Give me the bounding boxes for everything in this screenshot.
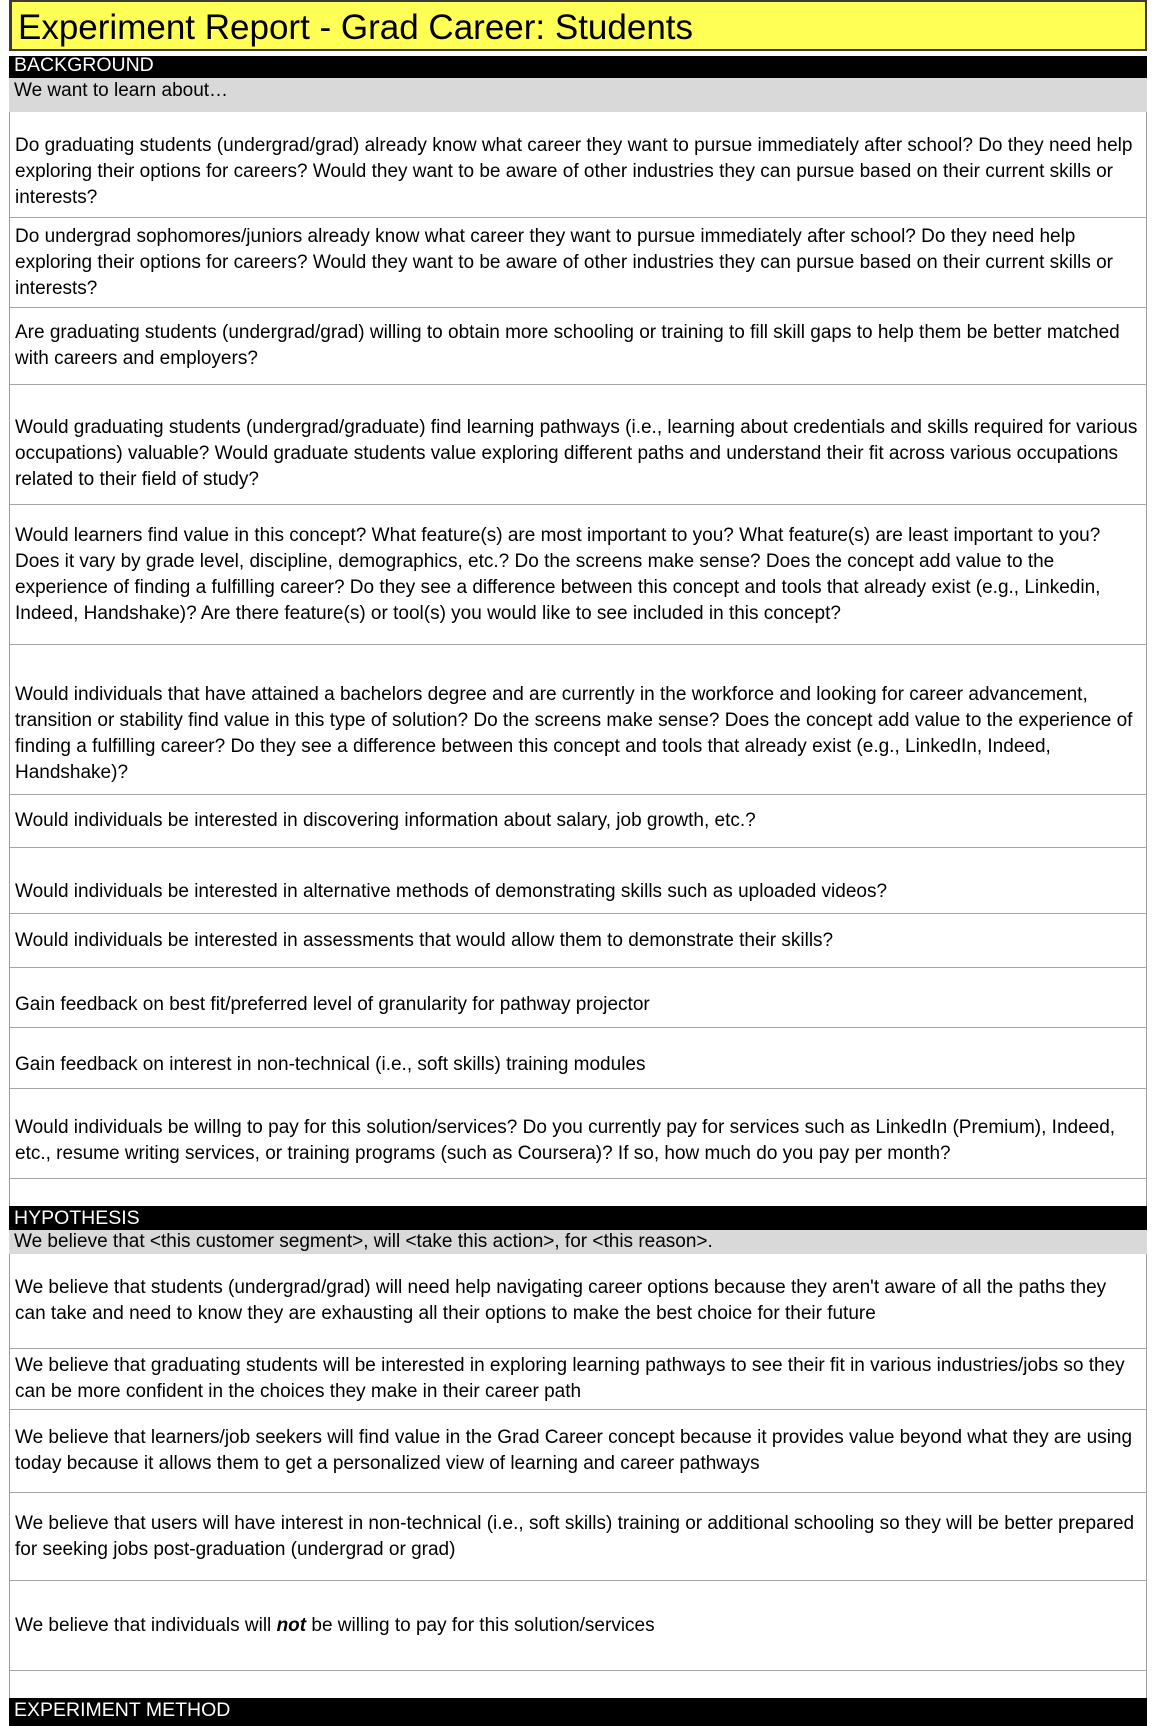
background-row-2[interactable]	[9, 218, 1147, 308]
hypothesis-row-4[interactable]	[9, 1493, 1147, 1581]
background-row-9[interactable]	[9, 914, 1147, 968]
background-row-1[interactable]	[9, 112, 1147, 218]
cell-text: Would individuals that have attained a bachelors degree and are currently in the workforce and looking for career advancement, transition or stability find value in this type of solution? Do the screens make sense? Does the concept add value to the experience of finding a fulfilling career? Do they see a difference between this concept and tools that already exist (e.g., LinkedIn, Indeed, Handshake)?	[15, 683, 1133, 783]
background-row-8[interactable]	[9, 848, 1147, 914]
background-row-empty[interactable]	[9, 1179, 1147, 1206]
cell-text: We believe that students (undergrad/grad) will need help navigating career options because they aren't aware of all the paths they can take and need to know they are exhausting all their options to make the best choice for their future	[15, 1277, 1107, 1324]
cell-text: We believe that graduating students will be interested in exploring learning pathways to see their fit in various industries/jobs so they can be more confident in the choices they make in their career path	[15, 1355, 1125, 1402]
cell-text: We believe that users will have interest in non-technical (i.e., soft skills) training or additional schooling so they will be better prepared for seeking jobs post-graduation (undergrad or grad)	[15, 1512, 1135, 1560]
cell-text: Would learners find value in this concept? What feature(s) are most important to you? What feature(s) are least important to you? Does it vary by grade level, discipline, demographics, etc.? Do the screens make sense? Does the concept add value to the experience of finding a fulfilling career? Do they see a difference between this concept and tools that already exist (e.g., Linkedin, Indeed, Handshake)? Are there feature(s) or tool(s) you would like to see included in this concept?	[15, 524, 1101, 624]
background-subheader[interactable]: We want to learn about…	[9, 78, 1147, 112]
emphasis-text: not	[276, 1614, 307, 1636]
cell-text: Would individuals be interested in assessments that would allow them to demonstrate their skills?	[15, 929, 834, 951]
hypothesis-header[interactable]: HYPOTHESIS	[9, 1206, 1147, 1230]
hypothesis-row-1[interactable]	[9, 1254, 1147, 1349]
background-row-4[interactable]	[9, 385, 1147, 505]
report-title[interactable]: Experiment Report - Grad Career: Students	[9, 0, 1147, 51]
cell-text: Do graduating students (undergrad/grad) already know what career they want to pursue immediately after school? Do they need help exploring their options for careers? Would they want to be aware of other industries they can pursue based on their current skills or interests?	[15, 134, 1133, 208]
cell-text: Do undergrad sophomores/juniors already know what career they want to pursue immediately after school? Do they need help exploring their options for careers? Would they want to be aware of other industries they can pursue based on their current skills or interests?	[15, 225, 1114, 299]
cell-text: Would individuals be willng to pay for this solution/services? Do you currently pay for services such as LinkedIn (Premium), Indeed, etc., resume writing services, or training programs (such as Coursera)? If so, how much do you pay per month?	[15, 1116, 1116, 1164]
hypothesis-row-3[interactable]	[9, 1410, 1147, 1493]
hypothesis-row-5[interactable]	[9, 1581, 1147, 1671]
background-row-11[interactable]	[9, 1028, 1147, 1089]
cell-text: Are graduating students (undergrad/grad) willing to obtain more schooling or training to fill skill gaps to help them be better matched with careers and employers?	[15, 322, 1120, 369]
cell-text: Would individuals be interested in discovering information about salary, job growth, etc.?	[15, 810, 756, 831]
text-part: be willing to pay for this solution/services	[306, 1614, 655, 1636]
cell-text	[15, 1613, 1141, 1639]
background-header[interactable]: BACKGROUND	[9, 56, 1147, 78]
experiment-method-header[interactable]: EXPERIMENT METHOD	[9, 1698, 1147, 1726]
background-row-3[interactable]	[9, 308, 1147, 385]
text-part: We believe that individuals will	[15, 1614, 277, 1636]
hypothesis-row-empty[interactable]	[9, 1671, 1147, 1698]
cell-text: Gain feedback on interest in non-technical (i.e., soft skills) training modules	[15, 1054, 646, 1075]
background-row-7[interactable]	[9, 795, 1147, 848]
cell-text: Would graduating students (undergrad/graduate) find learning pathways (i.e., learning about credentials and skills required for various occupations) valuable? Would graduate students value exploring different paths and understand their fit across various occupations related to their field of study?	[15, 416, 1138, 490]
background-row-6[interactable]	[9, 645, 1147, 795]
background-row-12[interactable]	[9, 1089, 1147, 1179]
cell-text: We believe that learners/job seekers will find value in the Grad Career concept because it provides value beyond what they are using today because it allows them to get a personalized view of learning and career pathways	[15, 1427, 1133, 1474]
cell-text: Would individuals be interested in alternative methods of demonstrating skills such as uploaded videos?	[15, 880, 888, 902]
hypothesis-row-2[interactable]	[9, 1349, 1147, 1410]
cell-text: Gain feedback on best fit/preferred level of granularity for pathway projector	[15, 993, 650, 1015]
background-row-5[interactable]	[9, 505, 1147, 645]
hypothesis-subheader[interactable]: We believe that <this customer segment>, will <take this action>, for <this reason>.	[9, 1230, 1147, 1254]
background-row-10[interactable]	[9, 968, 1147, 1028]
